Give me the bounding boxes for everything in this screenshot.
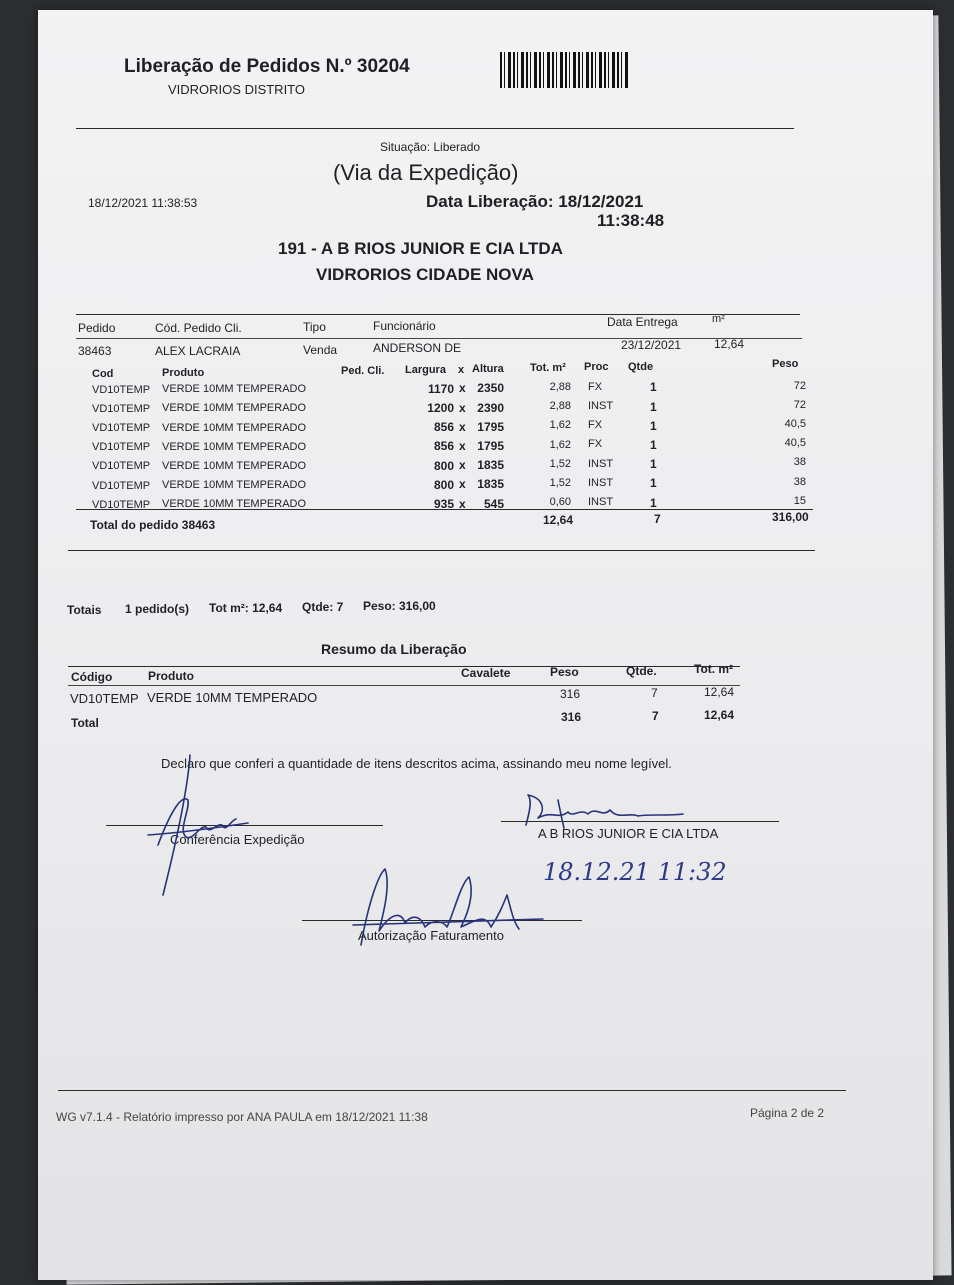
item-qtde: 1 bbox=[650, 418, 657, 433]
items-col-ped-cli: Ped. Cli. bbox=[341, 365, 385, 377]
order-number: 38463 bbox=[78, 344, 112, 358]
item-proc: FX bbox=[588, 438, 603, 451]
item-proc: INST bbox=[588, 495, 614, 508]
item-proc: FX bbox=[588, 419, 603, 432]
item-x: x bbox=[459, 400, 466, 415]
col-pedido: Pedido bbox=[78, 321, 116, 335]
order-m2: 12,64 bbox=[714, 337, 745, 351]
items-col-cod: Cod bbox=[92, 368, 114, 380]
item-qtde: 1 bbox=[650, 399, 657, 414]
item-produto: VERDE 10MM TEMPERADO bbox=[162, 402, 307, 415]
item-produto: VERDE 10MM TEMPERADO bbox=[162, 383, 307, 396]
item-x: x bbox=[459, 458, 466, 473]
label-autorizacao-faturamento: Autorização Faturamento bbox=[358, 928, 504, 943]
handwritten-date: 18.12.21 11:32 bbox=[543, 858, 727, 886]
item-x: x bbox=[459, 381, 466, 396]
summary-total-tot-m2: 12,64 bbox=[704, 708, 735, 722]
item-produto: VERDE 10MM TEMPERADO bbox=[162, 460, 307, 473]
order-total-qtde: 7 bbox=[654, 512, 661, 526]
item-tot-m2: 1,62 bbox=[549, 419, 571, 432]
item-tot-m2: 2,88 bbox=[549, 381, 571, 394]
order-client-ref: ALEX LACRAIA bbox=[155, 344, 241, 358]
order-total-m2: 12,64 bbox=[543, 513, 574, 527]
summary-total-qtde: 7 bbox=[652, 709, 659, 723]
item-largura: 856 bbox=[433, 420, 454, 435]
item-qtde: 1 bbox=[650, 457, 657, 472]
summary-col-produto: Produto bbox=[148, 669, 194, 683]
item-peso: 72 bbox=[793, 398, 806, 411]
item-peso: 38 bbox=[793, 475, 806, 488]
item-qtde: 1 bbox=[650, 495, 657, 510]
item-qtde: 1 bbox=[650, 380, 657, 395]
item-largura: 1200 bbox=[427, 400, 454, 415]
item-altura: 545 bbox=[483, 496, 504, 511]
col-cod-pedido-cli: Cód. Pedido Cli. bbox=[155, 321, 242, 335]
item-proc: FX bbox=[588, 380, 603, 393]
header-divider bbox=[76, 128, 794, 129]
items-col-qtde: Qtde bbox=[628, 361, 654, 373]
item-tot-m2: 1,52 bbox=[549, 457, 571, 470]
release-time: 11:38:48 bbox=[597, 211, 665, 230]
item-altura: 1795 bbox=[477, 419, 504, 434]
item-tot-m2: 1,62 bbox=[549, 438, 571, 451]
item-produto: VERDE 10MM TEMPERADO bbox=[162, 479, 307, 492]
order-type: Venda bbox=[303, 343, 338, 357]
totals-orders: 1 pedido(s) bbox=[125, 602, 190, 616]
item-altura: 1795 bbox=[477, 439, 504, 453]
declaration-text: Declaro que conferi a quantidade de itens descritos acima, assinando meu nome legível. bbox=[161, 756, 672, 771]
item-largura: 935 bbox=[433, 496, 454, 511]
order-section-divider bbox=[68, 550, 815, 551]
totals-peso: Peso: 316,00 bbox=[363, 599, 436, 613]
item-peso: 40,5 bbox=[784, 418, 806, 431]
item-peso: 38 bbox=[793, 456, 806, 469]
summary-col-peso: Peso bbox=[550, 665, 579, 679]
footer-page-number: Página 2 de 2 bbox=[750, 1106, 825, 1120]
footer-printed-by: WG v7.1.4 - Relatório impresso por ANA PAULA em 18/12/2021 11:38 bbox=[56, 1110, 428, 1124]
col-funcionario: Funcionário bbox=[373, 319, 436, 333]
item-cod: VD10TEMP bbox=[92, 402, 151, 415]
summary-total-label: Total bbox=[71, 716, 99, 730]
summary-total-peso: 316 bbox=[561, 710, 582, 724]
totals-qtde: Qtde: 7 bbox=[302, 600, 344, 614]
order-top-divider bbox=[76, 314, 800, 315]
item-produto: VERDE 10MM TEMPERADO bbox=[162, 421, 307, 434]
client-name: 191 - A B RIOS JUNIOR E CIA LTDA bbox=[278, 239, 563, 258]
item-cod: VD10TEMP bbox=[92, 460, 151, 473]
status-text: Situação: Liberado bbox=[380, 140, 481, 154]
summary-header-divider bbox=[68, 685, 740, 686]
summary-col-qtde: Qtde. bbox=[626, 664, 657, 678]
item-x: x bbox=[459, 419, 466, 434]
item-peso: 15 bbox=[793, 494, 806, 507]
item-cod: VD10TEMP bbox=[92, 422, 151, 435]
summary-row-tot-m2: 12,64 bbox=[704, 685, 735, 699]
copy-type: (Via da Expedição) bbox=[333, 160, 519, 185]
summary-row-codigo: VD10TEMP bbox=[70, 691, 139, 706]
items-col-peso: Peso bbox=[772, 358, 799, 370]
item-proc: INST bbox=[588, 476, 614, 489]
order-total-label: Total do pedido 38463 bbox=[90, 518, 216, 532]
order-employee: ANDERSON DE bbox=[373, 341, 462, 355]
item-proc: INST bbox=[588, 399, 614, 412]
item-altura: 2350 bbox=[477, 381, 504, 396]
order-delivery-date: 23/12/2021 bbox=[621, 338, 682, 352]
item-tot-m2: 1,52 bbox=[549, 477, 571, 490]
signature-cliente bbox=[518, 780, 688, 840]
item-largura: 800 bbox=[433, 477, 454, 492]
item-altura: 1835 bbox=[477, 458, 504, 473]
items-col-x: x bbox=[458, 364, 465, 376]
item-produto: VERDE 10MM TEMPERADO bbox=[162, 498, 307, 511]
col-data-entrega: Data Entrega bbox=[607, 315, 678, 329]
items-col-produto: Produto bbox=[162, 367, 205, 379]
totals-label: Totais bbox=[67, 603, 102, 617]
summary-title: Resumo da Liberação bbox=[321, 641, 467, 657]
client-subname: VIDRORIOS CIDADE NOVA bbox=[316, 265, 534, 284]
item-largura: 856 bbox=[433, 439, 454, 454]
summary-col-cavalete: Cavalete bbox=[461, 666, 511, 680]
item-proc: INST bbox=[588, 457, 614, 470]
summary-row-produto: VERDE 10MM TEMPERADO bbox=[147, 690, 318, 705]
label-cliente: A B RIOS JUNIOR E CIA LTDA bbox=[538, 826, 719, 841]
signature-conferencia bbox=[118, 745, 258, 905]
summary-col-tot-m2: Tot. m² bbox=[694, 662, 734, 676]
col-tipo: Tipo bbox=[303, 320, 326, 334]
items-col-altura: Altura bbox=[472, 363, 504, 375]
item-x: x bbox=[459, 496, 466, 511]
item-produto: VERDE 10MM TEMPERADO bbox=[162, 440, 307, 453]
document-page bbox=[38, 10, 933, 1280]
item-largura: 800 bbox=[433, 458, 454, 473]
item-cod: VD10TEMP bbox=[92, 441, 151, 454]
item-tot-m2: 0,60 bbox=[549, 496, 571, 509]
item-x: x bbox=[459, 439, 466, 454]
item-altura: 2390 bbox=[477, 400, 504, 415]
summary-col-codigo: Código bbox=[71, 670, 113, 684]
totals-m2: Tot m²: 12,64 bbox=[209, 601, 283, 615]
item-altura: 1835 bbox=[477, 477, 504, 492]
item-largura: 1170 bbox=[427, 381, 454, 396]
items-col-largura: Largura bbox=[405, 364, 446, 376]
item-qtde: 1 bbox=[650, 437, 657, 452]
item-cod: VD10TEMP bbox=[92, 383, 151, 396]
document-title: Liberação de Pedidos N.º 30204 bbox=[124, 56, 410, 77]
items-col-proc: Proc bbox=[584, 361, 609, 373]
order-total-peso: 316,00 bbox=[772, 510, 809, 524]
item-cod: VD10TEMP bbox=[92, 479, 151, 492]
items-bottom-divider bbox=[76, 509, 813, 510]
summary-row-peso: 316 bbox=[560, 687, 581, 701]
col-m2: m² bbox=[712, 313, 725, 325]
item-qtde: 1 bbox=[650, 476, 657, 491]
item-peso: 72 bbox=[793, 379, 806, 392]
order-header-divider bbox=[76, 338, 802, 339]
item-peso: 40,5 bbox=[784, 437, 806, 450]
release-date: Data Liberação: 18/12/2021 bbox=[426, 192, 644, 211]
items-col-tot-m2: Tot. m² bbox=[530, 362, 566, 374]
barcode bbox=[500, 52, 628, 88]
item-x: x bbox=[459, 477, 466, 492]
label-conferencia-expedicao: Conferência Expedição bbox=[170, 832, 305, 847]
item-cod: VD10TEMP bbox=[92, 498, 151, 511]
footer-divider bbox=[58, 1090, 846, 1091]
summary-row-qtde: 7 bbox=[651, 686, 658, 700]
item-tot-m2: 2,88 bbox=[549, 400, 571, 413]
print-datetime: 18/12/2021 11:38:53 bbox=[88, 196, 198, 210]
issuer-name: VIDRORIOS DISTRITO bbox=[168, 82, 305, 97]
